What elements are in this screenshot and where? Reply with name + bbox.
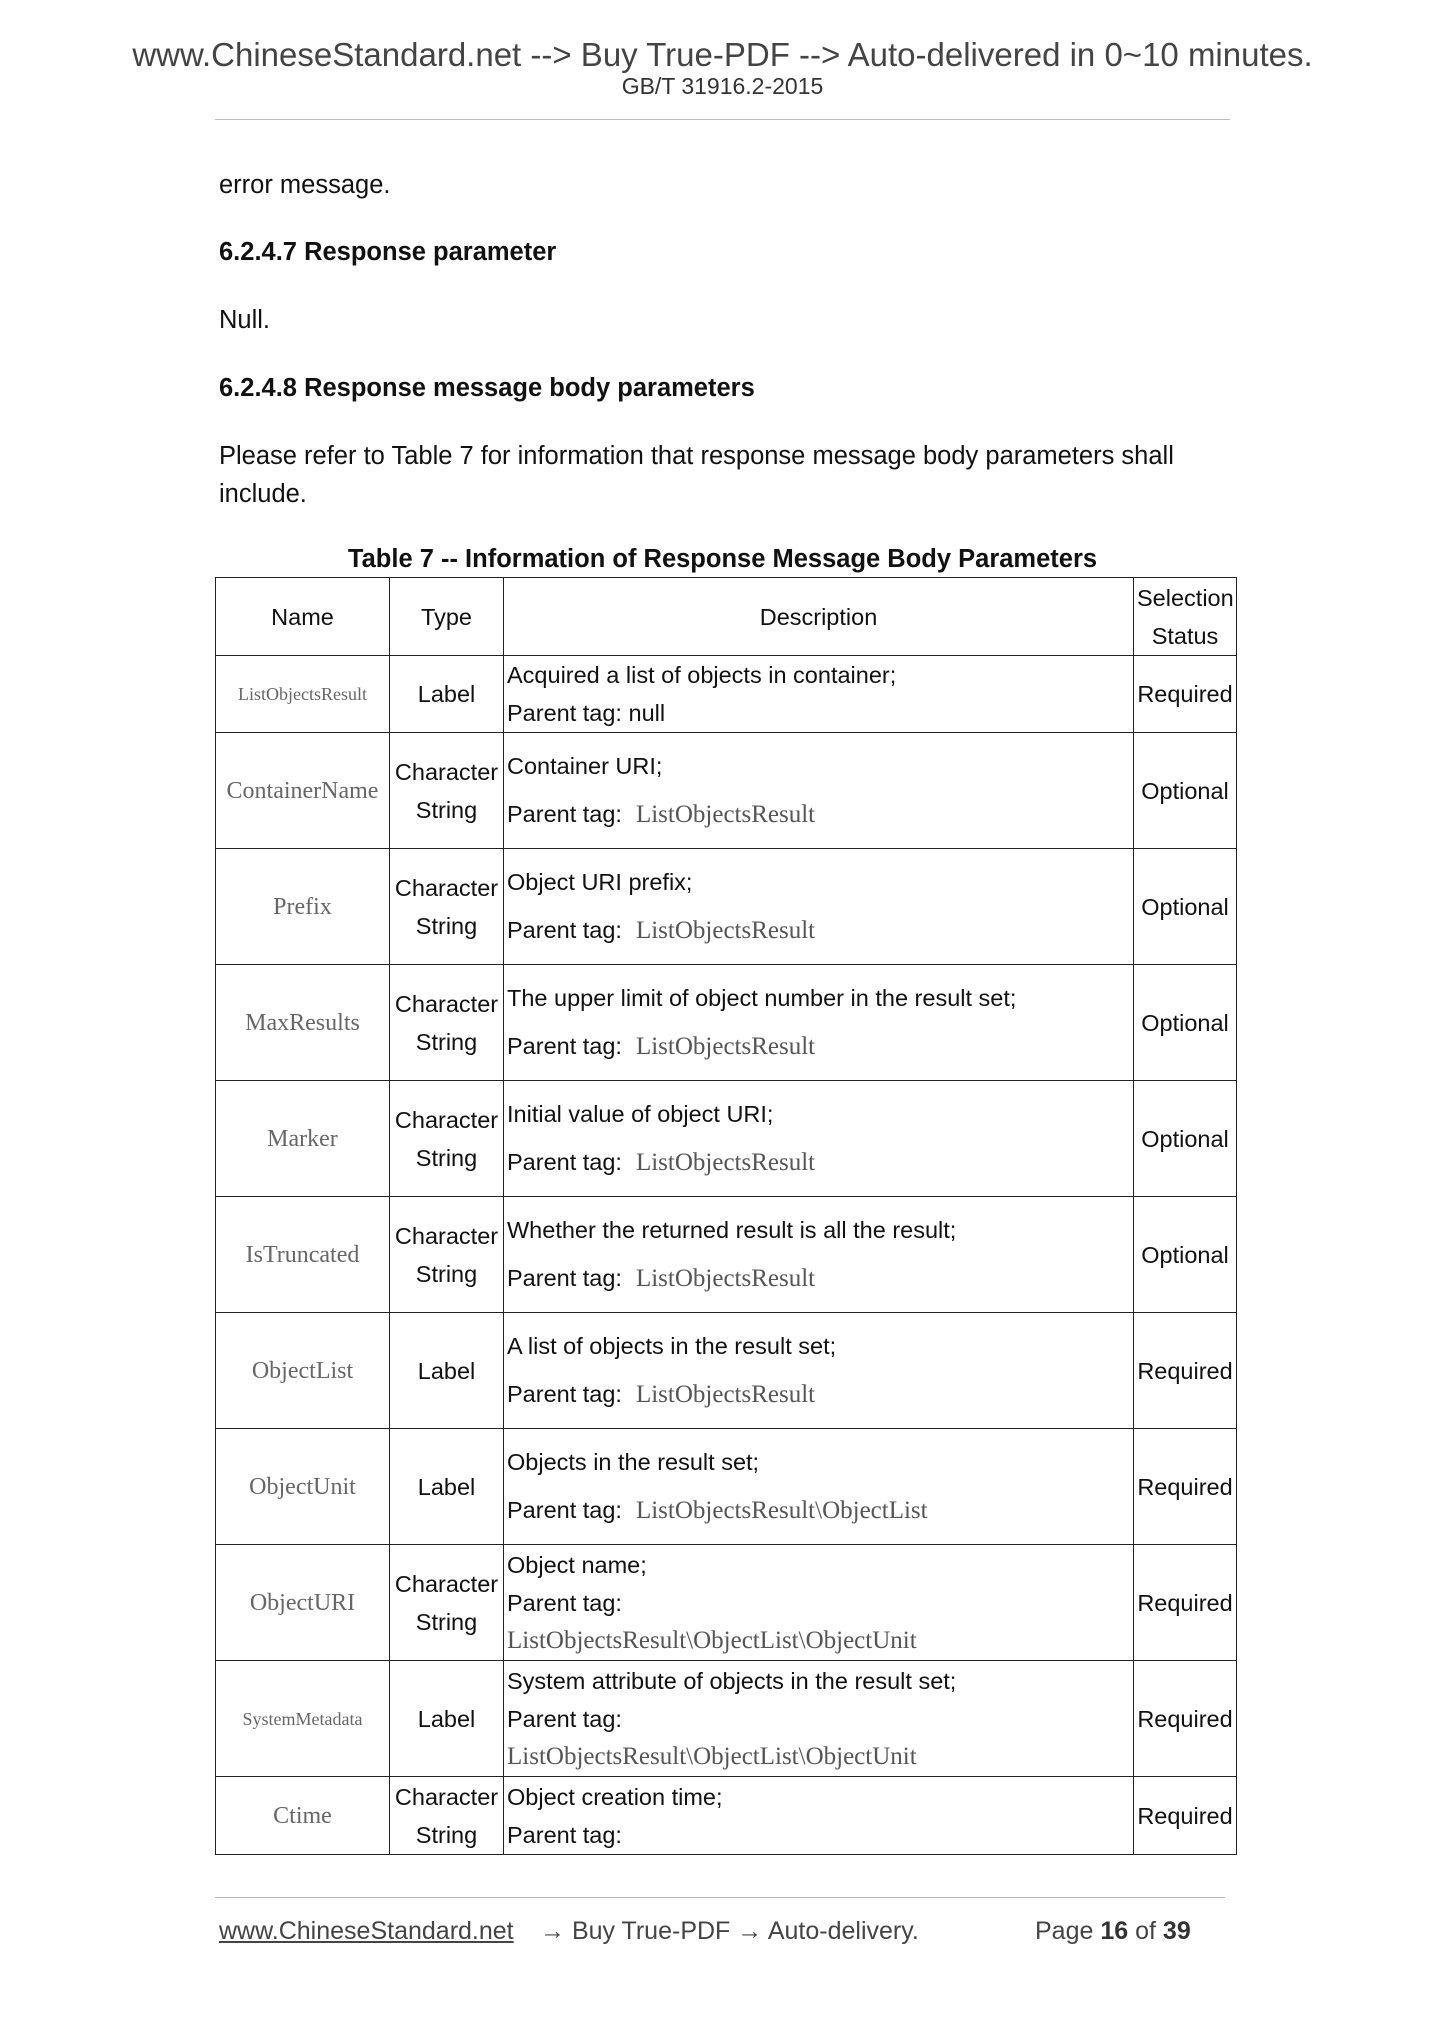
paragraph-refer [219, 437, 1174, 513]
row-type [390, 849, 504, 965]
row-status: Required [1134, 1313, 1237, 1429]
header-divider [215, 119, 1230, 120]
row-parent-tag [507, 795, 1130, 834]
row-parent-tag [507, 1027, 1130, 1066]
table-header-row [216, 578, 1237, 656]
row-description-text: The upper limit of object number in the result set; [507, 985, 1017, 1011]
table-row [216, 1081, 1237, 1197]
site-banner: www.ChineseStandard.net --> Buy True-PDF --> Auto-delivered in 0~10 minutes. [132, 36, 1313, 73]
row-type-line1: Character [394, 1222, 499, 1249]
parent-tag-value: ListObjectsResult\ObjectList\ObjectUnit [507, 1742, 917, 1770]
row-name: ObjectURI [216, 1545, 390, 1661]
row-description-text: Initial value of object URI; [507, 1101, 774, 1127]
table-row [216, 656, 1237, 733]
row-name: Marker [216, 1081, 390, 1197]
paragraph-error: error message. [219, 171, 391, 199]
row-parent-tag [507, 911, 1130, 950]
row-status: Optional [1134, 1081, 1237, 1197]
header-description: Description [504, 578, 1134, 656]
row-type-line2: String [415, 1821, 478, 1848]
table-row [216, 1313, 1237, 1429]
row-status: Optional [1134, 965, 1237, 1081]
table-caption: Table 7 -- Information of Response Message Body Parameters [347, 545, 1098, 573]
row-description [504, 733, 1134, 849]
row-type [390, 733, 504, 849]
row-description-text: Whether the returned result is all the result; [507, 1217, 957, 1243]
row-status: Required [1134, 656, 1237, 733]
parent-tag-label: Parent tag: [507, 1033, 622, 1059]
row-status: Optional [1134, 733, 1237, 849]
row-name: SystemMetadata [216, 1661, 390, 1777]
parent-tag-label: Parent tag: [507, 917, 622, 943]
standard-number: GB/T 31916.2-2015 [621, 73, 824, 99]
table-row [216, 1777, 1237, 1855]
parent-tag-value: ListObjectsResult\ObjectList [635, 1497, 928, 1524]
row-name: ContainerName [216, 733, 390, 849]
page-indicator [1035, 1917, 1191, 1946]
parent-tag-label: Parent tag: [507, 801, 622, 827]
table-row [216, 1661, 1237, 1777]
row-description-text: Container URI; [507, 753, 663, 779]
row-name: IsTruncated [216, 1197, 390, 1313]
parent-tag-label: Parent tag: [507, 1497, 622, 1523]
row-name: Ctime [216, 1777, 390, 1855]
row-description-text: A list of objects in the result set; [507, 1333, 837, 1359]
row-type: Label [390, 1661, 504, 1777]
paragraph-refer-line1: Please refer to Table 7 for information that response message body parameters shall [219, 442, 1174, 470]
parent-tag-value: ListObjectsResult [635, 1265, 816, 1292]
row-parent-tag [507, 1491, 1130, 1530]
page-label: Page [1035, 1917, 1094, 1945]
row-type [390, 1777, 504, 1855]
table-row [216, 1197, 1237, 1313]
parent-tag-value: ListObjectsResult\ObjectList\ObjectUnit [507, 1626, 917, 1654]
header-type: Type [390, 578, 504, 656]
row-type-line2: String [415, 1028, 478, 1055]
row-description-text: Object URI prefix; [507, 869, 693, 895]
row-description [504, 849, 1134, 965]
table-row [216, 733, 1237, 849]
row-status: Required [1134, 1429, 1237, 1545]
row-type-line1: Character [394, 990, 499, 1017]
row-name: MaxResults [216, 965, 390, 1081]
row-description [504, 1081, 1134, 1197]
row-type-line1: Character [394, 758, 499, 785]
row-type [390, 1081, 504, 1197]
row-description-text: Object creation time; [507, 1783, 723, 1810]
footer-tagline: → Buy True-PDF → Auto-delivery. [540, 1917, 919, 1945]
row-type: Label [390, 1429, 504, 1545]
row-parent-tag [507, 1375, 1130, 1414]
parent-tag-value: ListObjectsResult [635, 801, 816, 828]
parent-tag-label: Parent tag: [507, 1589, 622, 1616]
row-type [390, 965, 504, 1081]
row-parent-tag [507, 1143, 1130, 1182]
header-name: Name [216, 578, 390, 656]
row-name: ObjectUnit [216, 1429, 390, 1545]
parent-tag-value: ListObjectsResult [635, 1381, 816, 1408]
row-description [504, 656, 1134, 733]
row-type-line1: Character [394, 874, 499, 901]
paragraph-null: Null. [219, 306, 271, 334]
row-status: Optional [1134, 849, 1237, 965]
row-type [390, 1545, 504, 1661]
header-selection-status [1134, 578, 1237, 656]
row-description-text: Object name; [507, 1551, 647, 1578]
parent-tag-label: Parent tag: [507, 1705, 622, 1732]
row-parent-tag: Parent tag: null [507, 700, 666, 726]
row-description-text: Acquired a list of objects in container; [507, 662, 897, 688]
row-description-text: Objects in the result set; [507, 1449, 760, 1475]
parent-tag-label: Parent tag: [507, 1149, 622, 1175]
parent-tag-label: Parent tag: [507, 1821, 622, 1848]
row-description [504, 1197, 1134, 1313]
row-type [390, 1197, 504, 1313]
row-status: Optional [1134, 1197, 1237, 1313]
row-description [504, 1545, 1134, 1661]
row-name: ListObjectsResult [216, 656, 390, 733]
heading-response-parameter: 6.2.4.7 Response parameter [219, 238, 557, 266]
page-current: 16 [1100, 1917, 1129, 1945]
row-type-line2: String [415, 912, 478, 939]
row-type-line2: String [415, 1260, 478, 1287]
footer-site-link[interactable]: www.ChineseStandard.net [219, 1917, 514, 1945]
table-row [216, 1429, 1237, 1545]
row-type: Label [390, 656, 504, 733]
table-row [216, 1545, 1237, 1661]
row-type: Label [390, 1313, 504, 1429]
row-status: Required [1134, 1777, 1237, 1855]
parameters-table [215, 577, 1237, 1855]
row-type-line1: Character [394, 1106, 499, 1133]
row-parent-tag [507, 1259, 1130, 1298]
header-status-line2: Status [1151, 622, 1219, 649]
paragraph-refer-line2: include. [219, 480, 307, 508]
footer-divider [215, 1897, 1225, 1898]
row-description [504, 1661, 1134, 1777]
row-status: Required [1134, 1545, 1237, 1661]
parent-tag-value: ListObjectsResult [635, 917, 816, 944]
page-of: of [1135, 1917, 1156, 1945]
row-type-line1: Character [394, 1570, 499, 1597]
row-type-line2: String [415, 1144, 478, 1171]
parent-tag-label: Parent tag: [507, 1381, 622, 1407]
parent-tag-value: ListObjectsResult [635, 1149, 816, 1176]
row-description [504, 1777, 1134, 1855]
parent-tag-label: Parent tag: [507, 1265, 622, 1291]
row-description [504, 1313, 1134, 1429]
row-type-line2: String [415, 796, 478, 823]
table-row [216, 849, 1237, 965]
row-name: Prefix [216, 849, 390, 965]
row-description [504, 1429, 1134, 1545]
page-total: 39 [1162, 1917, 1191, 1945]
row-type-line1: Character [394, 1783, 499, 1810]
heading-body-parameters: 6.2.4.8 Response message body parameters [219, 374, 755, 402]
header-status-line1: Selection [1137, 584, 1234, 611]
table-row [216, 965, 1237, 1081]
parent-tag-value: ListObjectsResult [635, 1033, 816, 1060]
row-description [504, 965, 1134, 1081]
row-description-text: System attribute of objects in the result set; [507, 1667, 957, 1694]
row-name: ObjectList [216, 1313, 390, 1429]
row-status: Required [1134, 1661, 1237, 1777]
row-type-line2: String [415, 1608, 478, 1635]
